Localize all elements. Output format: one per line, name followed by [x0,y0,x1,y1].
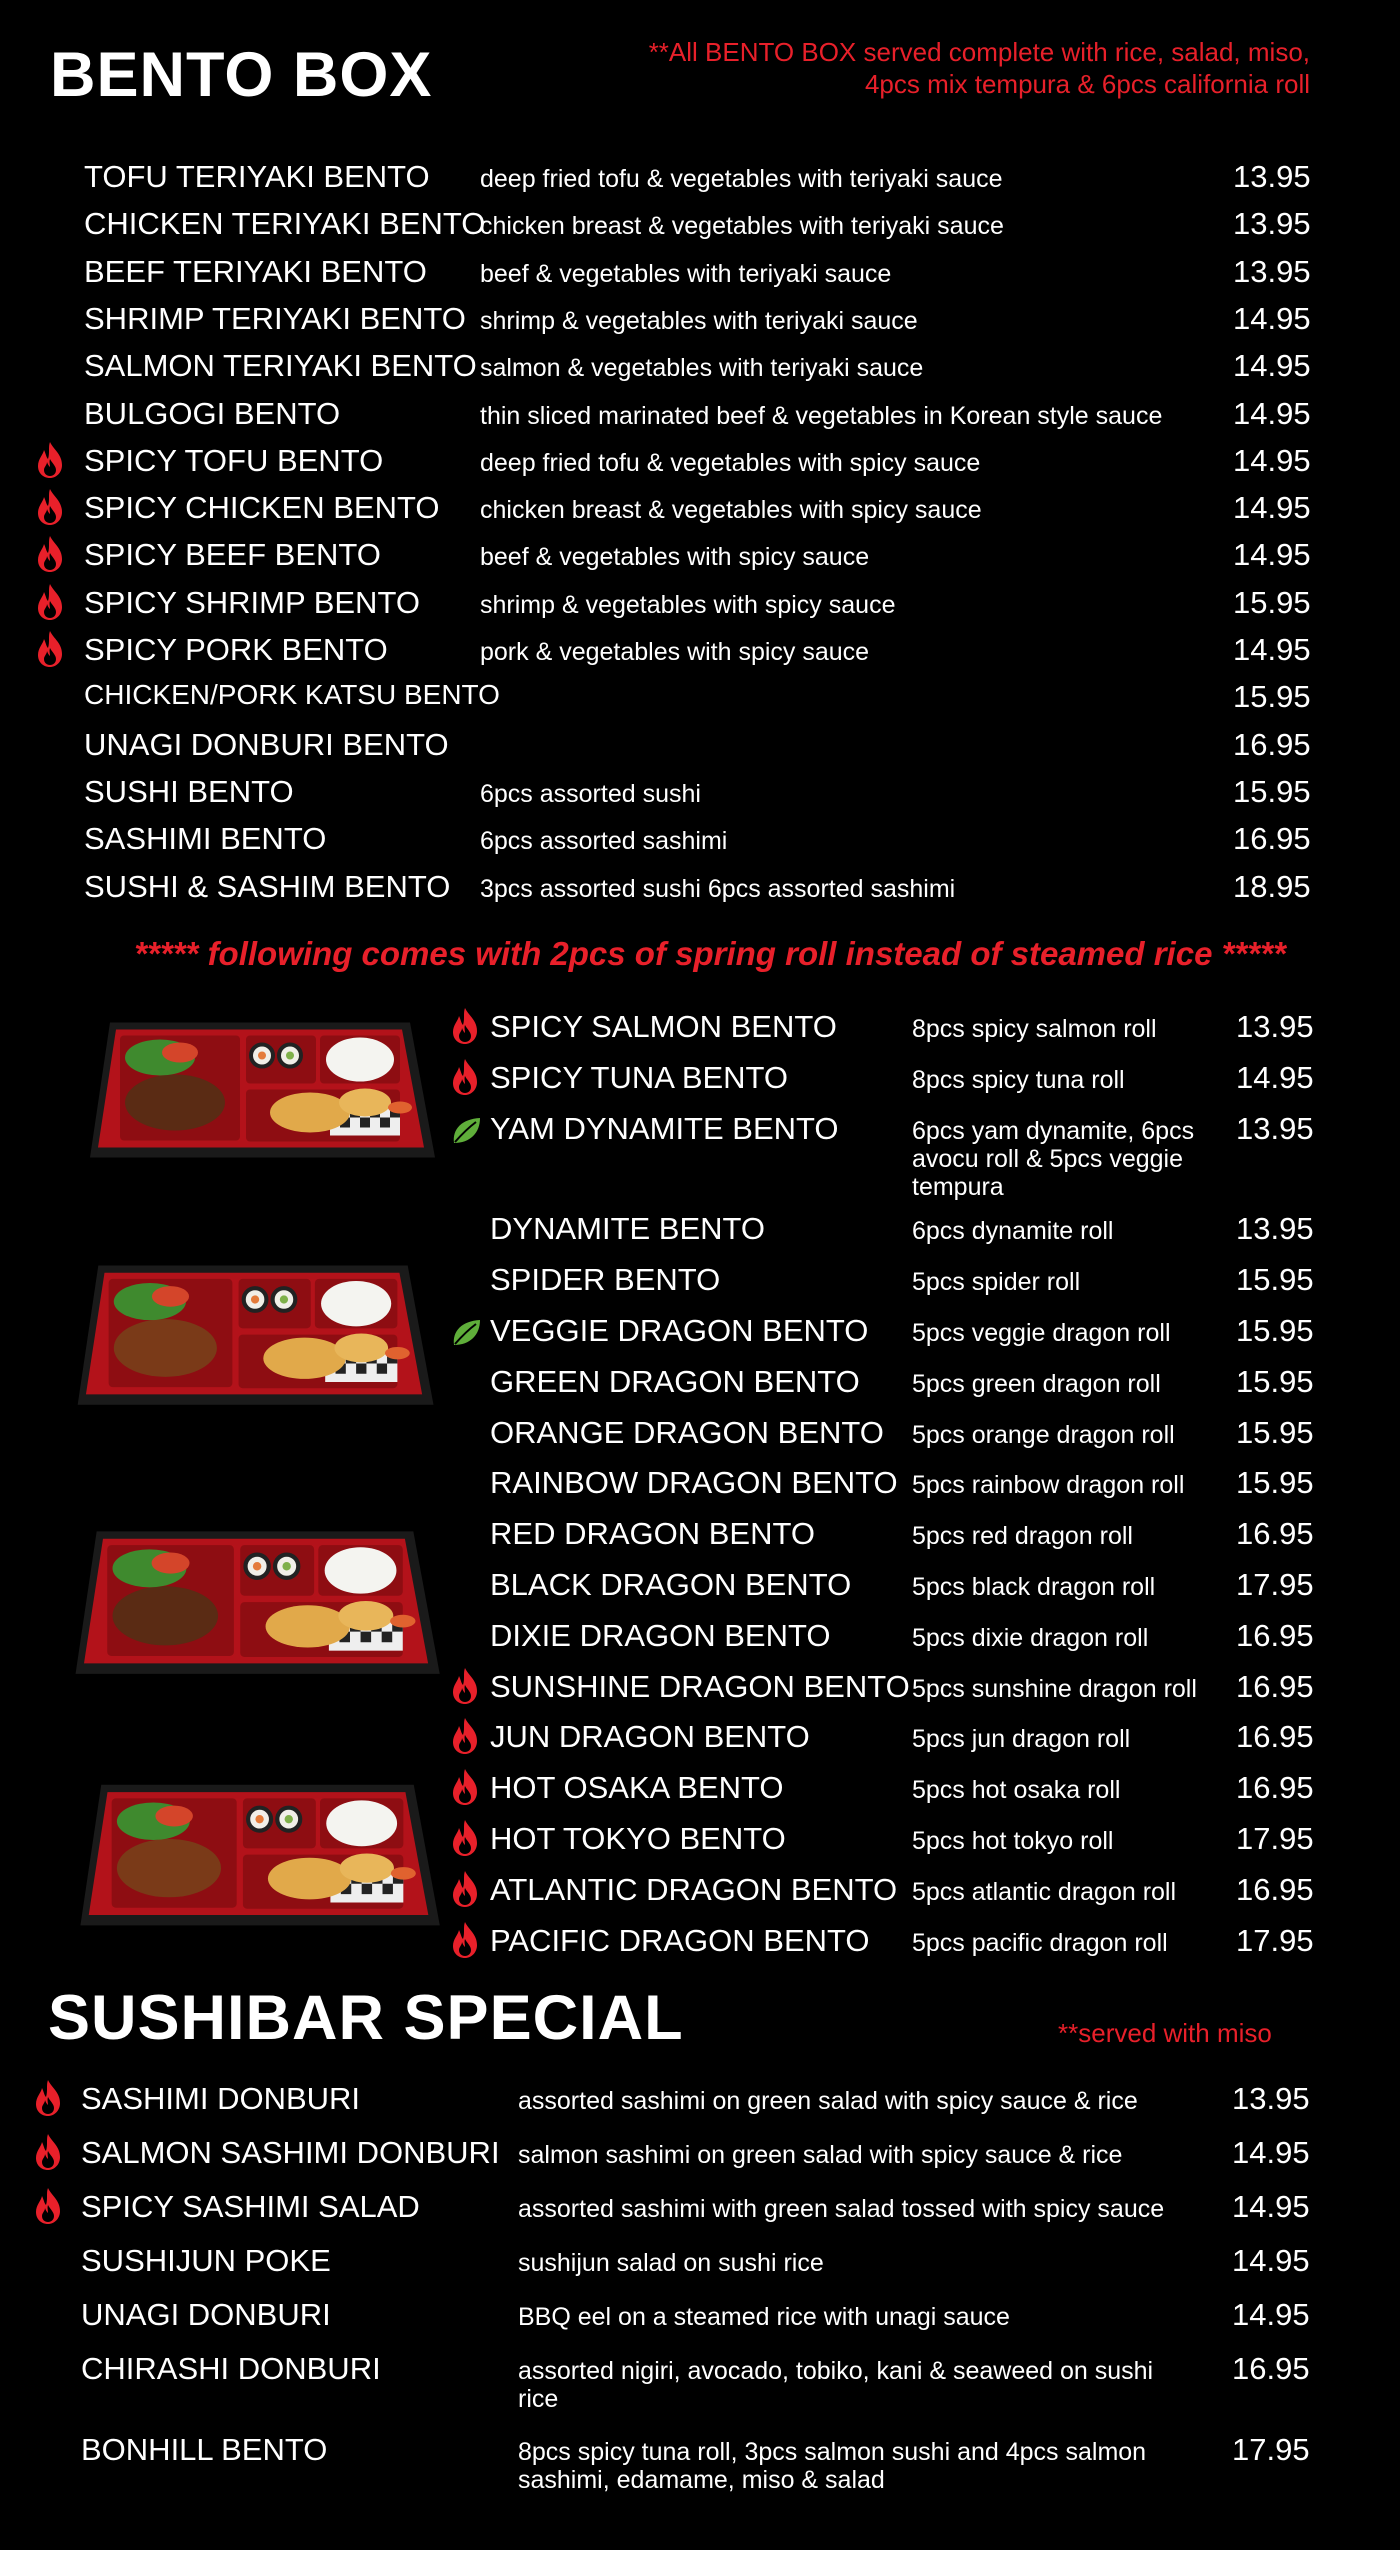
item-price: 16.95 [1233,726,1311,762]
item-name: BLACK DRAGON BENTO [490,1567,852,1602]
item-name: GREEN DRAGON BENTO [490,1363,860,1399]
item-description: 8pcs spicy salmon roll [912,1015,1157,1043]
menu-item [0,1314,1400,1361]
menu-item [0,1061,1400,1108]
item-description: 5pcs atlantic dragon roll [912,1877,1177,1906]
item-price: 13.95 [1232,2081,1310,2116]
flame-icon [33,2187,63,2230]
spring-roll-note: ***** following comes with 2pcs of spring roll instead of steamed rice ***** [134,935,1286,972]
item-name: SPICY SALMON BENTO [490,1009,837,1044]
item-description: deep fried tofu & vegetables with teriyaki sauce [480,165,1003,193]
bento-note-line-1: **All BENTO BOX served complete with rice, salad, miso, [648,37,1310,67]
flame-icon [33,2133,63,2171]
item-name: SPICY BEEF BENTO [84,537,381,573]
item-name: DYNAMITE BENTO [490,1211,766,1247]
leaf-icon [450,1115,482,1147]
item-description: 5pcs black dragon roll [912,1573,1156,1601]
item-name: RED DRAGON BENTO [490,1516,815,1552]
sushibar-note: **served with miso [1058,2018,1272,2048]
flame-icon [35,488,65,526]
menu-item [0,160,1400,207]
menu-item [0,2432,1400,2494]
item-price: 14.95 [1233,348,1311,384]
bento-note-line-2: 4pcs mix tempura & 6pcs california roll [864,69,1310,100]
item-description: 5pcs jun dragon roll [912,1725,1131,1754]
item-description: 5pcs sunshine dragon roll [912,1674,1197,1703]
item-name: DIXIE DRAGON BENTO [490,1617,831,1653]
item-price: 13.95 [1233,253,1311,289]
menu-item [0,586,1400,633]
menu-item [0,1416,1400,1463]
flame-icon [35,583,65,626]
item-name: HOT OSAKA BENTO [490,1770,784,1806]
flame-icon [33,2133,63,2176]
item-description: thin sliced marinated beef & vegetables in Korean style sauce [480,401,1163,430]
flame-icon [450,1007,480,1045]
item-price: 14.95 [1233,442,1311,478]
item-description: salmon & vegetables with teriyaki sauce [480,354,924,383]
menu-item [0,2082,1400,2129]
item-description: beef & vegetables with teriyaki sauce [480,259,892,288]
flame-icon [35,441,65,479]
flame-icon [35,630,65,673]
item-description: 5pcs rainbow dragon roll [912,1471,1185,1500]
menu-item [0,349,1400,396]
menu-item [0,1924,1400,1971]
item-name: SUSHI BENTO [84,773,294,809]
item-price: 16.95 [1233,821,1311,857]
item-name: SUNSHINE DRAGON BENTO [490,1668,910,1704]
flame-icon [450,1058,480,1096]
item-name: SPICY SHRIMP BENTO [84,584,420,620]
item-name: SPICY TOFU BENTO [84,442,384,478]
item-name: BONHILL BENTO [81,2432,328,2467]
flame-icon [450,1921,480,1959]
item-description: sushijun salad on sushi rice [518,2249,824,2277]
item-price: 13.95 [1236,1211,1314,1247]
leaf-icon [450,1317,482,1349]
item-name: SASHIMI BENTO [84,821,327,857]
menu-item [0,2351,1400,2413]
item-price: 16.95 [1236,1668,1314,1704]
flame-icon [35,535,65,578]
flame-icon [33,2079,63,2122]
menu-item [0,207,1400,254]
item-description: 5pcs pacific dragon roll [912,1928,1168,1957]
item-description: 6pcs assorted sushi [480,779,701,808]
item-description: shrimp & vegetables with teriyaki sauce [480,306,918,335]
menu-item [0,1010,1400,1057]
menu-item [0,680,1400,727]
menu-item [0,822,1400,869]
item-price: 14.95 [1233,537,1311,573]
item-price: 17.95 [1236,1922,1314,1958]
item-name: CHIRASHI DONBURI [81,2351,381,2386]
flame-icon [450,1667,480,1710]
item-description: 6pcs dynamite roll [912,1217,1114,1246]
item-name: CHICKEN TERIYAKI BENTO [84,206,486,242]
menu-item [0,444,1400,491]
menu-item [0,491,1400,538]
item-description: 5pcs green dragon roll [912,1369,1161,1398]
item-description: 5pcs hot osaka roll [912,1776,1121,1805]
menu-item [0,775,1400,822]
menu-item [0,633,1400,680]
item-description: 6pcs yam dynamite, 6pcs avocu roll & 5pcs veggie tempura [912,1116,1195,1201]
flame-icon [450,1870,480,1913]
item-name: SPICY SASHIMI SALAD [81,2189,420,2224]
item-description: pork & vegetables with spicy sauce [480,638,870,666]
item-price: 17.95 [1236,1821,1314,1856]
item-name: YAM DYNAMITE BENTO [490,1110,839,1146]
flame-icon [35,535,65,573]
item-description: assorted sashimi on green salad with spicy sauce & rice [518,2087,1138,2115]
item-description: beef & vegetables with spicy sauce [480,543,870,572]
flame-icon [450,1667,480,1705]
item-price: 14.95 [1233,300,1311,336]
bento-box-note [550,36,1310,100]
flame-icon [450,1058,480,1101]
flame-icon [450,1007,480,1050]
item-price: 15.95 [1236,1465,1314,1501]
item-name: SUSHIJUN POKE [81,2243,331,2278]
item-price: 14.95 [1233,490,1311,526]
sushibar-special-title: SUSHIBAR SPECIAL [48,1983,684,2053]
leaf-icon [450,1317,482,1354]
item-description: BBQ eel on a steamed rice with unagi sauce [518,2303,1010,2331]
flame-icon [450,1768,480,1806]
menu-item [0,1771,1400,1818]
menu-item [0,538,1400,585]
menu-item [0,302,1400,349]
item-description: chicken breast & vegetables with spicy sauce [480,496,982,525]
item-name: ORANGE DRAGON BENTO [490,1414,884,1450]
menu-item [0,2136,1400,2183]
item-price: 14.95 [1233,395,1311,431]
flame-icon [35,488,65,531]
flame-icon [33,2187,63,2225]
item-description: 6pcs assorted sashimi [480,827,728,856]
item-description: 5pcs red dragon roll [912,1522,1133,1551]
item-description: 8pcs spicy tuna roll [912,1065,1125,1094]
flame-icon [450,1819,480,1857]
item-price: 15.95 [1233,773,1311,809]
menu-item [0,1365,1400,1412]
menu-item [0,397,1400,444]
menu-item [0,1670,1400,1717]
item-price: 15.95 [1233,679,1311,715]
item-name: BEEF TERIYAKI BENTO [84,253,427,289]
item-name: SPICY CHICKEN BENTO [84,490,440,526]
menu-item [0,870,1400,917]
flame-icon [450,1768,480,1811]
menu-item [0,1466,1400,1513]
item-name: HOT TOKYO BENTO [490,1821,786,1856]
item-name: VEGGIE DRAGON BENTO [490,1313,869,1348]
flame-icon [35,630,65,668]
menu-item [0,1619,1400,1666]
item-price: 17.95 [1236,1567,1314,1602]
item-name: UNAGI DONBURI BENTO [84,726,449,762]
item-name: SALMON TERIYAKI BENTO [84,348,477,384]
item-name: SPICY PORK BENTO [84,632,388,667]
flame-icon [450,1870,480,1908]
item-description: salmon sashimi on green salad with spicy sauce & rice [518,2141,1123,2169]
item-price: 16.95 [1236,1719,1314,1755]
menu-item [0,255,1400,302]
item-description: shrimp & vegetables with spicy sauce [480,590,896,619]
item-description: 5pcs hot tokyo roll [912,1827,1114,1855]
item-price: 14.95 [1232,2189,1310,2224]
menu-item [0,1263,1400,1310]
menu-item [0,2244,1400,2291]
item-name: ATLANTIC DRAGON BENTO [490,1871,898,1907]
menu-item [0,1873,1400,1920]
item-price: 16.95 [1232,2351,1310,2386]
leaf-icon [450,1115,482,1152]
item-price: 16.95 [1236,1516,1314,1552]
item-price: 15.95 [1233,584,1311,620]
item-price: 13.95 [1233,159,1311,194]
item-name: SASHIMI DONBURI [81,2081,361,2116]
menu-item [0,1110,1400,1201]
item-name: SUSHI & SASHIM BENTO [84,868,451,904]
item-name: JUN DRAGON BENTO [490,1719,810,1755]
item-name: SPICY TUNA BENTO [490,1059,789,1095]
item-price: 16.95 [1236,1770,1314,1806]
item-description: 5pcs veggie dragon roll [912,1319,1171,1347]
item-price: 15.95 [1236,1363,1314,1399]
item-price: 17.95 [1232,2432,1310,2467]
item-price: 18.95 [1233,868,1311,904]
item-name: UNAGI DONBURI [81,2297,331,2332]
flame-icon [33,2079,63,2117]
item-price: 14.95 [1232,2135,1310,2170]
flame-icon [450,1717,480,1755]
item-name: BULGOGI BENTO [84,395,341,431]
bento-box-title: BENTO BOX [50,40,433,110]
item-price: 16.95 [1236,1617,1314,1653]
item-description: 5pcs spider roll [912,1268,1081,1297]
item-name: SPIDER BENTO [490,1262,721,1298]
flame-icon [450,1921,480,1964]
item-price: 15.95 [1236,1414,1314,1450]
menu-item [0,2298,1400,2345]
item-name: TOFU TERIYAKI BENTO [84,159,430,194]
item-price: 13.95 [1236,1009,1314,1044]
item-price: 14.95 [1232,2297,1310,2332]
flame-icon [450,1819,480,1862]
item-description: 5pcs orange dragon roll [912,1420,1175,1449]
menu-item [0,1720,1400,1767]
menu-item [0,1517,1400,1564]
item-name: RAINBOW DRAGON BENTO [490,1465,898,1501]
item-price: 13.95 [1236,1110,1314,1146]
item-price: 13.95 [1233,206,1311,242]
flame-icon [450,1717,480,1760]
item-description: deep fried tofu & vegetables with spicy sauce [480,448,981,477]
flame-icon [35,441,65,484]
item-name: PACIFIC DRAGON BENTO [490,1922,870,1958]
item-description: assorted nigiri, avocado, tobiko, kani & seaweed on sushi rice [518,2357,1154,2413]
menu-item [0,728,1400,775]
item-price: 14.95 [1232,2243,1310,2278]
item-name: CHICKEN/PORK KATSU BENTO [84,679,500,711]
item-description: 8pcs spicy tuna roll, 3pcs salmon sushi and 4pcs salmon sashimi, edamame, miso & salad [518,2438,1147,2494]
item-price: 14.95 [1233,632,1311,667]
item-name: SALMON SASHIMI DONBURI [81,2135,500,2170]
item-price: 14.95 [1236,1059,1314,1095]
menu-item [0,2190,1400,2237]
item-description: chicken breast & vegetables with teriyaki sauce [480,212,1004,241]
item-price: 15.95 [1236,1262,1314,1298]
menu-item [0,1212,1400,1259]
item-description: 3pcs assorted sushi 6pcs assorted sashimi [480,874,956,903]
item-description: assorted sashimi with green salad tossed with spicy sauce [518,2195,1165,2223]
item-price: 16.95 [1236,1871,1314,1907]
menu-item [0,1568,1400,1615]
item-price: 15.95 [1236,1313,1314,1348]
item-description: 5pcs dixie dragon roll [912,1623,1149,1652]
flame-icon [35,583,65,621]
menu-item [0,1822,1400,1869]
item-name: SHRIMP TERIYAKI BENTO [84,300,466,336]
